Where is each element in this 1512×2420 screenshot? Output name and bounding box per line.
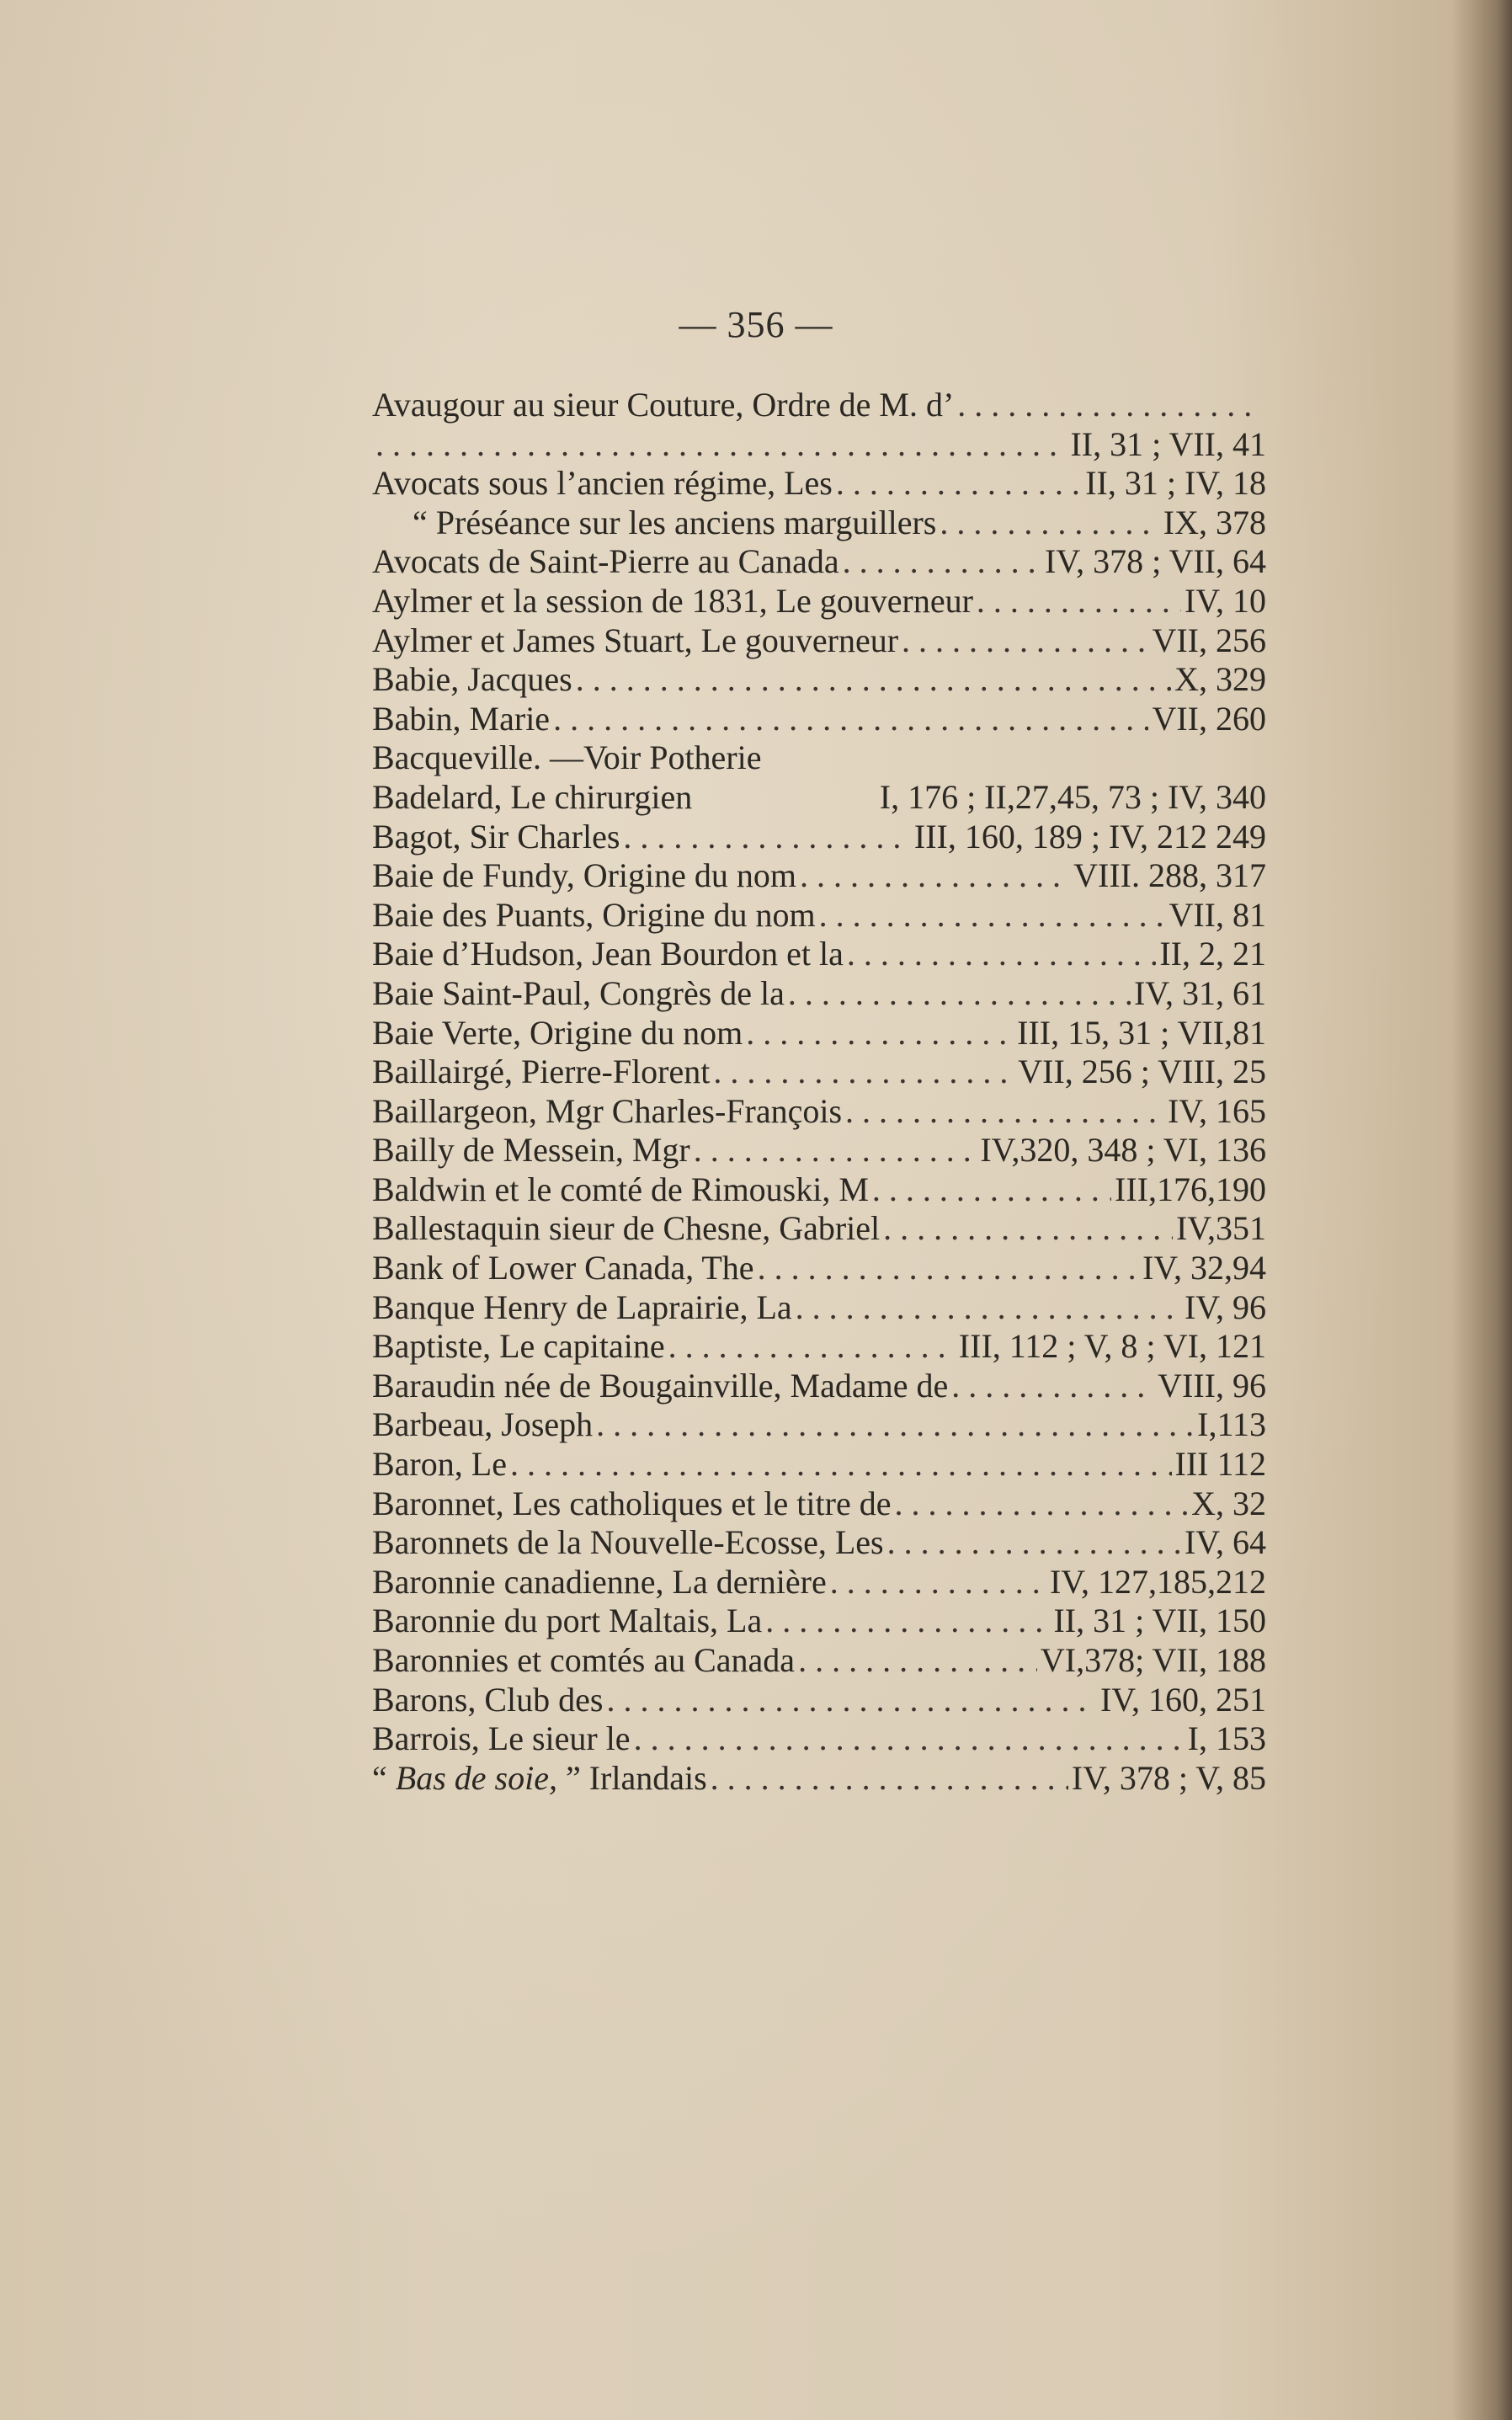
- entry-reference: IV,351: [1175, 1209, 1266, 1248]
- entry-term: Babin, Marie: [372, 699, 551, 738]
- dot-leader: [711, 1759, 1068, 1799]
- entry-term: Badelard, Le chirurgien: [372, 777, 693, 816]
- entry-reference: IV, 10: [1184, 581, 1266, 620]
- index-entry: [372, 1209, 1266, 1249]
- entry-reference: III, 15, 31 ; VII,81: [1017, 1013, 1266, 1052]
- dot-leader: [510, 1445, 1172, 1485]
- entry-term: Barbeau, Joseph: [372, 1405, 594, 1444]
- entry-term: Baronnie canadienne, La dernière: [372, 1562, 827, 1601]
- entry-reference: VIII. 288, 317: [1073, 856, 1266, 895]
- entry-term: Avaugour au sieur Couture, Ordre de M. d’: [372, 386, 955, 424]
- index-entry: [372, 1523, 1266, 1563]
- entry-term: Bailly de Messein, Mgr: [372, 1131, 690, 1170]
- index-entry: [372, 464, 1266, 504]
- entry-reference: III 112: [1174, 1445, 1266, 1484]
- index-entry: [372, 1367, 1266, 1406]
- dot-leader: [606, 1681, 1097, 1720]
- index-entry: [372, 738, 1266, 778]
- dot-leader: [819, 896, 1166, 935]
- entry-term: Barrois, Le sieur le: [372, 1719, 631, 1758]
- entry-reference: IV, 378 ; VII, 64: [1045, 542, 1266, 581]
- dot-leader: [375, 425, 1067, 465]
- index-entry: [372, 1719, 1266, 1759]
- index-entry: [372, 778, 1266, 818]
- index-entry: [372, 504, 1266, 543]
- index-entry: [372, 1249, 1266, 1288]
- index-entry: [372, 1092, 1266, 1132]
- dot-leader: [798, 1641, 1037, 1681]
- entry-reference: VII, 256: [1152, 621, 1266, 659]
- dot-leader: [887, 1523, 1181, 1563]
- entry-reference: IV, 160, 251: [1099, 1680, 1266, 1719]
- index-entry: [372, 1170, 1266, 1210]
- entry-term-italic: Bas de soie,: [395, 1758, 557, 1797]
- entry-reference: VII, 81: [1169, 895, 1266, 934]
- entry-reference: II, 31 ; IV, 18: [1085, 464, 1266, 503]
- dot-leader: [902, 621, 1148, 661]
- dot-leader: [788, 974, 1131, 1014]
- index-entry: [372, 1288, 1266, 1328]
- entry-reference: IV, 378 ; V, 85: [1071, 1758, 1266, 1797]
- entry-reference: VII, 256 ; VIII, 25: [1018, 1053, 1266, 1091]
- entry-term: Baronnie du port Maltais, La: [372, 1602, 763, 1640]
- entry-term: Aylmer et la session de 1831, Le gouverneur: [372, 581, 973, 620]
- dot-leader: [847, 935, 1156, 974]
- entry-reference: III, 160, 189 ; IV, 212 249: [913, 817, 1266, 856]
- entry-term: Baldwin et le comté de Rimouski, M: [372, 1170, 869, 1208]
- dot-leader: [845, 1092, 1164, 1132]
- dot-leader: [951, 1367, 1154, 1406]
- dot-leader: [843, 542, 1041, 582]
- index-entry: [372, 896, 1266, 935]
- index-entry: [372, 1131, 1266, 1170]
- entry-term: Baie Saint-Paul, Congrès de la: [372, 973, 785, 1012]
- index-entry: [372, 1327, 1266, 1367]
- index-entry: [372, 1759, 1266, 1799]
- entry-reference: X, 32: [1191, 1484, 1266, 1522]
- entry-term: [372, 1759, 707, 1799]
- entry-term: Avocats de Saint-Pierre au Canada: [372, 542, 839, 581]
- dot-leader: [872, 1170, 1111, 1210]
- dot-leader: [836, 464, 1082, 504]
- entry-reference: VIII, 96: [1158, 1366, 1266, 1405]
- entry-term: Baraudin née de Bougainville, Madame de: [372, 1366, 949, 1405]
- entry-term: Baronnets de la Nouvelle-Ecosse, Les: [372, 1523, 884, 1562]
- index-entry: [372, 1563, 1266, 1602]
- dot-leader: [713, 1053, 1014, 1092]
- entry-reference: IX, 378: [1163, 503, 1266, 541]
- dot-leader: [765, 1602, 1050, 1641]
- entry-reference: IV, 32,94: [1142, 1249, 1266, 1287]
- entry-reference: IV, 96: [1184, 1287, 1266, 1326]
- index-entry: [372, 856, 1266, 896]
- dot-leader: [576, 660, 1171, 700]
- dot-leader: [796, 1288, 1181, 1328]
- entry-term: Baptiste, Le capitaine: [372, 1327, 665, 1366]
- entry-term: Baronnet, Les catholiques et le titre de: [372, 1484, 892, 1522]
- index-entry: [372, 935, 1266, 974]
- dot-leader: [883, 1209, 1173, 1249]
- entry-reference: IV, 127,185,212: [1049, 1562, 1266, 1601]
- entry-term: Babie, Jacques: [372, 660, 572, 699]
- index-entry: [372, 1485, 1266, 1524]
- entry-term: Baron, Le: [372, 1445, 507, 1484]
- entry-term: Baie d’Hudson, Jean Bourdon et la: [372, 935, 844, 973]
- entry-reference: II, 31 ; VII, 41: [1070, 424, 1266, 463]
- dot-leader: [596, 1405, 1194, 1445]
- entry-term: Banque Henry de Laprairie, La: [372, 1287, 792, 1326]
- entry-reference: VI,378; VII, 188: [1040, 1641, 1266, 1679]
- index-entry: [372, 1681, 1266, 1720]
- entry-reference: IV, 64: [1184, 1523, 1266, 1562]
- entry-term: Baie Verte, Origine du nom: [372, 1013, 743, 1052]
- entry-reference: IV,320, 348 ; VI, 136: [980, 1131, 1266, 1170]
- index-entry: [372, 621, 1266, 661]
- entry-term: Barons, Club des: [372, 1680, 604, 1719]
- dot-leader: [977, 582, 1181, 621]
- entry-reference: X, 329: [1174, 660, 1266, 699]
- index-entry: [372, 1641, 1266, 1681]
- entry-term: Bagot, Sir Charles: [372, 817, 620, 856]
- dot-leader: [668, 1327, 956, 1367]
- index-entry: [372, 700, 1266, 739]
- dot-leader: [800, 856, 1070, 896]
- entry-reference: III,176,190: [1115, 1170, 1266, 1208]
- entry-term-prefix: “: [372, 1758, 396, 1797]
- page-number: — 356 —: [679, 304, 833, 345]
- entry-reference: IV, 165: [1167, 1091, 1266, 1130]
- entry-reference: I,113: [1197, 1405, 1266, 1444]
- entry-term: Baie des Puants, Origine du nom: [372, 895, 816, 934]
- index-entry: [372, 1445, 1266, 1485]
- entry-reference: I, 153: [1187, 1719, 1266, 1758]
- index-entry: [372, 386, 1266, 425]
- entry-term-suffix: ” Irlandais: [556, 1758, 707, 1797]
- index-entry: [372, 1014, 1266, 1053]
- index-list: [372, 386, 1266, 1798]
- dot-leader: [758, 1249, 1139, 1288]
- entry-term: “ Préséance sur les anciens marguillers: [413, 503, 937, 541]
- dot-leader: [694, 1131, 977, 1170]
- entry-term: Aylmer et James Stuart, Le gouverneur: [372, 621, 899, 659]
- dot-leader: [746, 1014, 1014, 1053]
- index-entry: [372, 425, 1266, 465]
- index-entry: [372, 1602, 1266, 1641]
- entry-term: Baillargeon, Mgr Charles-François: [372, 1091, 843, 1130]
- entry-term: Baronnies et comtés au Canada: [372, 1641, 796, 1679]
- dot-leader: [894, 1485, 1188, 1524]
- entry-term: Baie de Fundy, Origine du nom: [372, 856, 797, 895]
- entry-term: Ballestaquin sieur de Chesne, Gabriel: [372, 1209, 881, 1248]
- index-entry: [372, 1053, 1266, 1092]
- dot-leader: [957, 386, 1263, 425]
- entry-reference: III, 112 ; V, 8 ; VI, 121: [958, 1327, 1266, 1366]
- entry-term: Bacqueville. —Voir Potherie: [372, 738, 762, 777]
- entry-reference: IV, 31, 61: [1133, 973, 1266, 1012]
- entry-reference: II, 2, 21: [1159, 935, 1266, 973]
- dot-leader: [634, 1719, 1185, 1759]
- entry-reference: VII, 260: [1152, 699, 1266, 738]
- index-entry: [372, 660, 1266, 700]
- dot-leader: [940, 504, 1159, 543]
- entry-term: Avocats sous l’ancien régime, Les: [372, 464, 833, 503]
- index-entry: [372, 1405, 1266, 1445]
- index-entry: [372, 542, 1266, 582]
- index-entry: [372, 582, 1266, 621]
- entry-term: Baillairgé, Pierre-Florent: [372, 1053, 711, 1091]
- index-entry: [372, 974, 1266, 1014]
- dot-leader: [623, 818, 910, 857]
- dot-leader: [830, 1563, 1046, 1602]
- index-entry: [372, 818, 1266, 857]
- entry-term: Bank of Lower Canada, The: [372, 1249, 754, 1287]
- entry-reference: I, 176 ; II,27,45, 73 ; IV, 340: [879, 777, 1266, 816]
- dot-leader: [553, 700, 1148, 739]
- entry-reference: II, 31 ; VII, 150: [1053, 1602, 1266, 1640]
